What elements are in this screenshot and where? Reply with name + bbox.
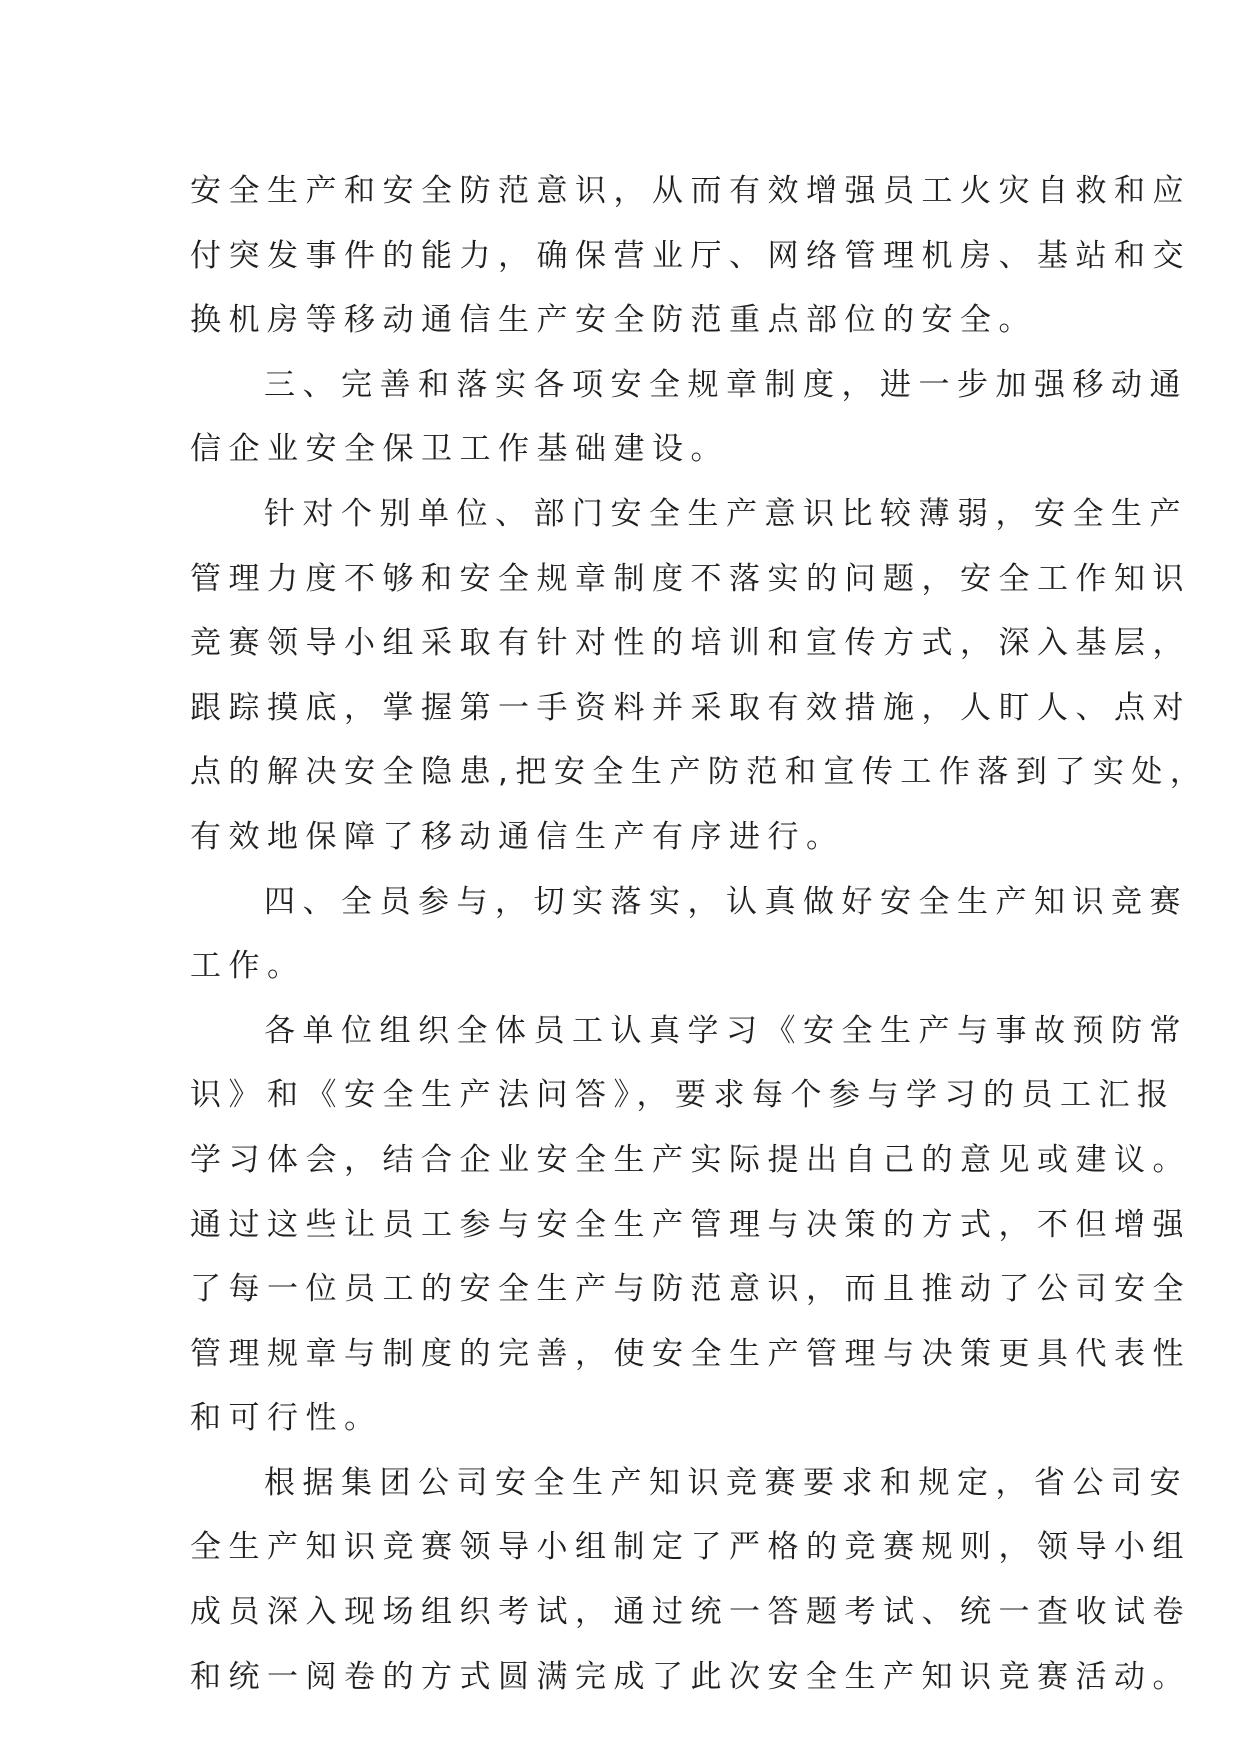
text-line: 识》和《安全生产法问答》，要求每个参与学习的员工汇报 [190,1077,1176,1114]
text-line: 安全生产和安全防范意识，从而有效增强员工火灾自救和应 [190,173,1191,209]
text-line: 和统一阅卷的方式圆满完成了此次安全生产知识竞赛活动。 [190,1658,1191,1695]
text-line: 和可行性。 [190,1400,383,1437]
text-line: 付突发事件的能力，确保营业厅、网络管理机房、基站和交 [190,237,1191,274]
text-line: 有效地保障了移动通信生产有序进行。 [190,818,845,855]
text-line: 根据集团公司安全生产知识竞赛要求和规定，省公司安 [264,1464,1188,1501]
text-line: 通过这些让员工参与安全生产管理与决策的方式，不但增强 [190,1206,1191,1243]
text-line: 了每一位员工的安全生产与防范意识，而且推动了公司安全 [190,1271,1191,1308]
text-line: 换机房等移动通信生产安全防范重点部位的安全。 [190,302,1037,339]
text-line: 全生产知识竞赛领导小组制定了严格的竞赛规则，领导小组 [190,1529,1191,1566]
text-line: 管理规章与制度的完善，使安全生产管理与决策更具代表性 [190,1335,1191,1372]
text-line: 跟踪摸底，掌握第一手资料并采取有效措施，人盯人、点对 [190,689,1191,726]
text-line: 竞赛领导小组采取有针对性的培训和宣传方式，深入基层， [190,625,1191,662]
text-line: 成员深入现场组织考试，通过统一答题考试、统一查收试卷 [190,1594,1191,1631]
text-line: 各单位组织全体员工认真学习《安全生产与事故预防常 [264,1012,1188,1049]
text-line: 针对个别单位、部门安全生产意识比较薄弱，安全生产 [264,495,1188,532]
section-heading-line: 信企业安全保卫工作基础建设。 [190,431,729,468]
section-heading-line: 四、全员参与，切实落实，认真做好安全生产知识竞赛 [264,883,1188,920]
section-heading-line: 工作。 [190,948,306,985]
text-line: 管理力度不够和安全规章制度不落实的问题，安全工作知识 [190,560,1191,597]
section-heading-line: 三、完善和落实各项安全规章制度，进一步加强移动通 [264,366,1188,403]
text-line: 点的解决安全隐患,把安全生产防范和宣传工作落到了实处， [190,754,1209,791]
document-body [190,159,1209,1709]
text-line: 学习体会，结合企业安全生产实际提出自己的意见或建议。 [190,1141,1191,1178]
